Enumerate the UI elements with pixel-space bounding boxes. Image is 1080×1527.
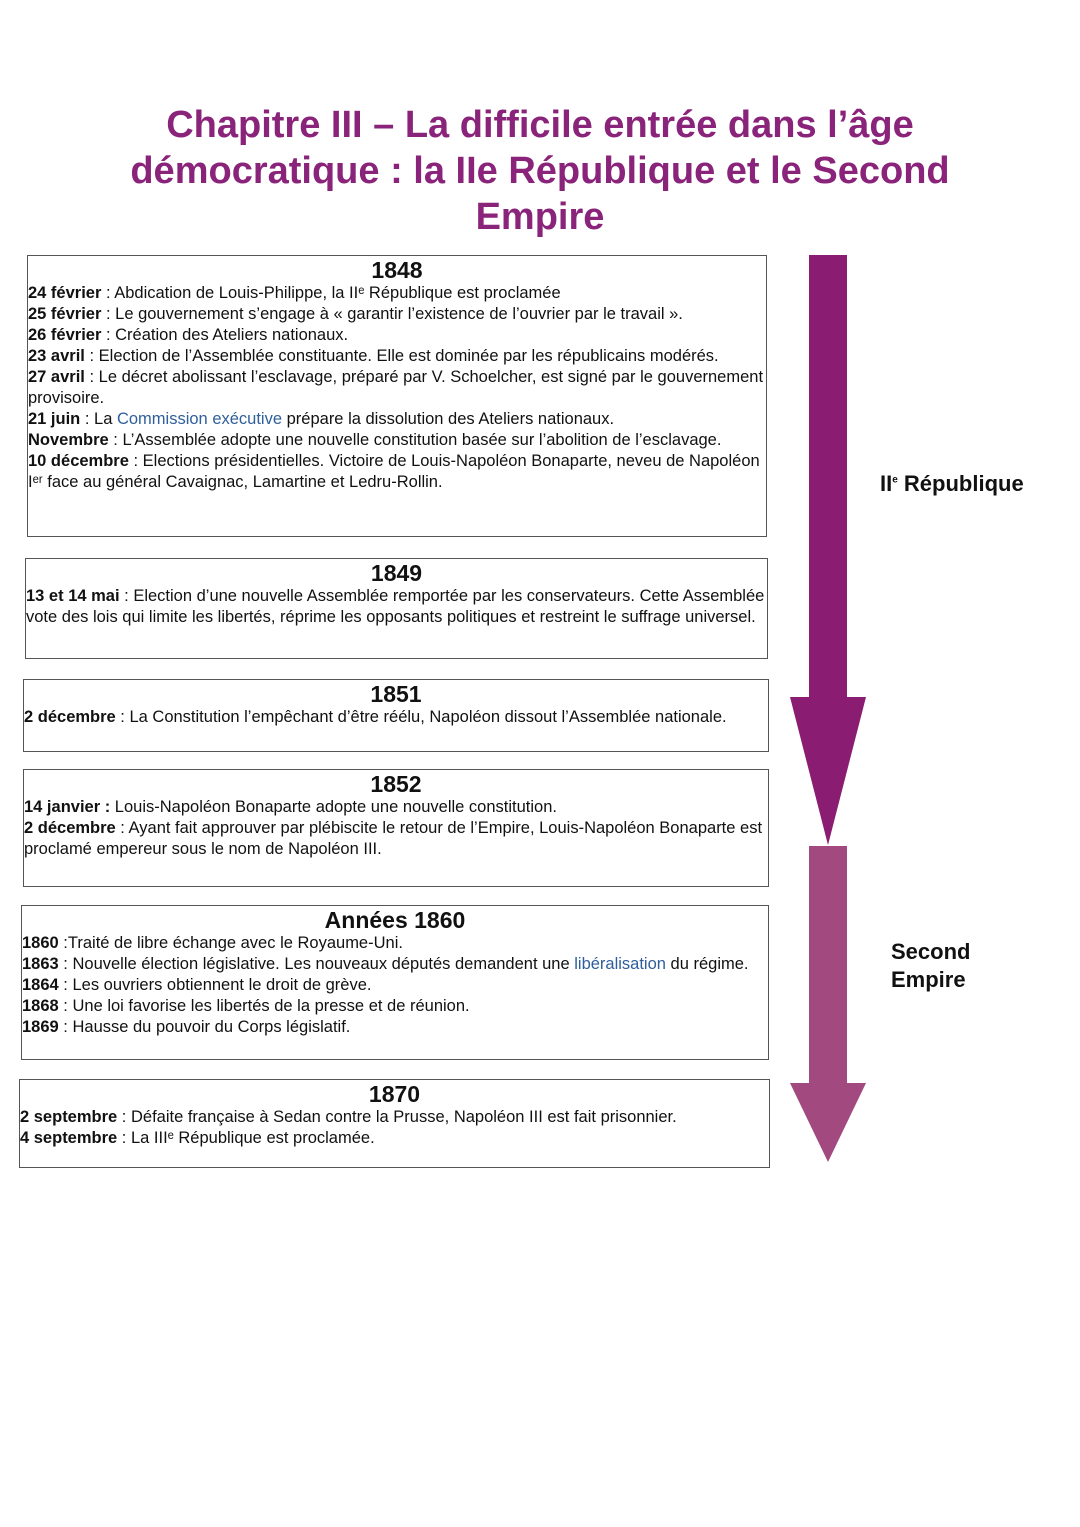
entry-date: 26 février [28,326,102,344]
timeline-entry [28,325,766,346]
timeline-entry [22,975,768,996]
entry-highlight: Commission exécutive [116,410,283,428]
entry-date: 4 septembre [20,1129,118,1147]
timeline-entry [22,996,768,1017]
entry-text: : Le gouvernement s’engage à « garantir l’existence de l’ouvrier par le travail ». [101,305,683,323]
entry-text: : La Constitution l’empêchant d’être réélu, Napoléon dissout l’Assemblée nationale. [115,708,727,726]
timeline-entry [28,367,766,409]
entry-text: : Election d’une nouvelle Assemblée remportée par les conservateurs. Cette Assemblée vote des lois qui limite les libertés, réprime les opposants politiques et restreint le suffrage universel. [26,587,765,626]
timeline-year: Années 1860 [324,907,466,933]
entry-date: 27 avril [28,368,85,386]
empire-arrow [790,846,866,1162]
timeline-entry [22,1017,768,1038]
entry-highlight: libéralisation [574,955,666,973]
entry-date: 2 décembre [24,708,116,726]
entry-text: : Abdication de Louis-Philippe, la IIᵉ République est proclamée [101,284,561,302]
timeline-entry [28,451,766,493]
timeline-box-1852 [23,769,769,887]
timeline-entry [28,430,766,451]
entry-date: 24 février [28,284,102,302]
entry-text: : Les ouvriers obtiennent le droit de grève. [58,976,372,994]
entry-text: : La [80,410,117,428]
timeline-box-1860s [21,905,769,1060]
republique-arrow [790,255,866,845]
entry-text: Louis-Napoléon Bonaparte adopte une nouvelle constitution. [110,798,557,816]
entry-date: 1868 [22,997,59,1015]
entry-date: Novembre [28,431,109,449]
entry-date: 25 février [28,305,102,323]
entry-text: : Hausse du pouvoir du Corps législatif. [58,1018,351,1036]
timeline-entry [24,707,768,728]
entry-date: 1863 [22,955,59,973]
entry-text-after: prépare la dissolution des Ateliers nationaux. [282,410,615,428]
entry-date: 1864 [22,976,59,994]
entry-text: : Ayant fait approuver par plébiscite le retour de l’Empire, Louis-Napoléon Bonaparte est proclamé empereur sous le nom de Napoléon III. [24,819,763,858]
timeline-year: 1851 [370,681,422,707]
timeline-year: 1849 [370,560,423,586]
entry-text: : Election de l’Assemblée constituante. Elle est dominée par les républicains modérés. [84,347,719,365]
entry-text: :Traité de libre échange avec le Royaume-Uni. [58,934,403,952]
timeline-box-1870 [19,1079,770,1168]
entry-text: : Elections présidentielles. Victoire de Louis-Napoléon Bonaparte, neveu de Napoléon Iᵉʳ face au général Cavaignac, Lamartine et Ledru-Rollin. [28,452,760,491]
timeline-entry [28,409,766,430]
timeline-year: 1870 [368,1081,421,1107]
entry-date: 14 janvier : [24,798,111,816]
entry-date: 1860 [22,934,59,952]
timeline-year: 1852 [370,771,422,797]
period-label-empire [891,938,970,994]
entry-date: 21 juin [28,410,81,428]
timeline-entry [28,283,766,304]
entry-date: 23 avril [28,347,85,365]
timeline-entry [26,586,767,628]
entry-date: 1869 [22,1018,59,1036]
entry-text: : La IIIᵉ République est proclamée. [117,1129,375,1147]
timeline-entry [20,1107,769,1128]
entry-text: : Création des Ateliers nationaux. [101,326,349,344]
entry-date: 2 septembre [20,1108,118,1126]
timeline-entry [28,304,766,325]
period-label-republique: IIe République [880,471,1024,496]
period-label-empire-line1: Second [891,939,971,964]
entry-text: : Défaite française à Sedan contre la Prusse, Napoléon III est fait prisonnier. [117,1108,677,1126]
entry-text: : Une loi favorise les libertés de la presse et de réunion. [58,997,470,1015]
timeline-entry [28,346,766,367]
timeline-year: 1848 [371,257,423,283]
timeline-box-1851 [23,679,769,752]
timeline-entry [22,933,768,954]
entry-text: : L’Assemblée adopte une nouvelle constitution basée sur l’abolition de l’esclavage. [108,431,722,449]
timeline-box-1848 [27,255,767,537]
entry-text: : Nouvelle élection législative. Les nouveaux députés demandent une [58,955,575,973]
entry-text: : Le décret abolissant l’esclavage, préparé par V. Schoelcher, est signé par le gouvernement provisoire. [28,368,764,407]
entry-date: 2 décembre [24,819,116,837]
page-title: Chapitre III – La difficile entrée dans l’âge démocratique : la IIe République et le Second Empire [130,104,950,238]
entry-date: 13 et 14 mai [26,587,120,605]
timeline-arrows [780,250,880,1170]
timeline-entry [24,797,768,818]
timeline-entry [22,954,768,975]
timeline-entry [20,1128,769,1149]
timeline-box-1849 [25,558,768,659]
entry-date: 10 décembre [28,452,129,470]
entry-text-after: du régime. [665,955,749,973]
timeline-entry [24,818,768,860]
period-label-empire-line2: Empire [891,967,966,992]
